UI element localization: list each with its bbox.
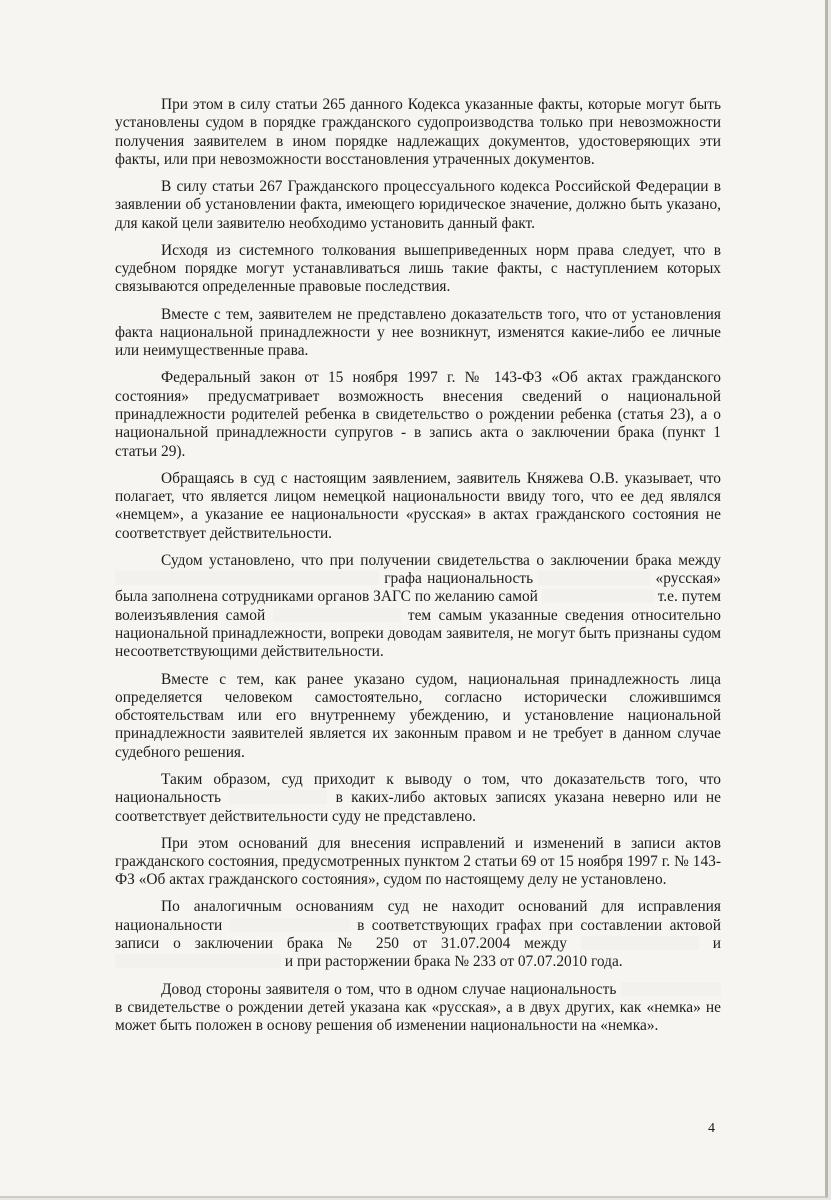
paragraph-5: Федеральный закон от 15 ноября 1997 г. № 143-ФЗ «Об актах гражданского состояния» предусматривает возможность внесения сведений о национальной принадлежности родителей ребенка в свидетельство о рождении ребенка (статья 23), а о национальной принадлежности супругов - в запись акта о заключении брака (пункт 1 статьи 29). xyxy=(115,369,721,460)
redacted-name xyxy=(229,790,327,804)
paragraph-7-part-e: тем самым указанные сведения относительно национальной принадлежности, вопреки доводам заявителя, не могут быть признаны судом несоответствующими действительности. xyxy=(115,606,721,661)
paragraph-11-part-c: и xyxy=(712,935,721,953)
redacted-name xyxy=(115,954,281,968)
paragraph-7-part-b: графа национальность xyxy=(384,570,534,588)
paragraph-9-part-a: Таким образом, суд приходит к выводу о том, что доказательств того, что национальность xyxy=(115,770,721,807)
paragraph-8: Вместе с тем, как ранее указано судом, национальная принадлежность лица определяется человеком самостоятельно, согласно исторически сложившимся обстоятельствам или его внутреннему убеждению, и установление национальной принадлежности заявителей является их законным правом и не требует в данном случае судебного решения. xyxy=(115,670,721,761)
paragraph-3: Исходя из системного толкования вышеприведенных норм права следует, что в судебном порядке могут устанавливаться лишь такие факты, с наступлением которых связываются определенные правовые последствия. xyxy=(115,241,721,296)
paragraph-10: При этом оснований для внесения исправлений и изменений в записи актов гражданского состояния, предусмотренных пунктом 2 статьи 69 от 15 ноября 1997 г. № 143-ФЗ «Об актах гражданского состояния», судом по настоящему делу не установлено. xyxy=(115,834,721,889)
paragraph-11 xyxy=(115,898,721,971)
paragraph-11-part-b: в соответствующих графах при составлении актовой записи о заключении брака № 250 от 31.07.2004 между xyxy=(115,916,721,953)
redacted-name xyxy=(581,936,699,950)
paragraph-4: Вместе с тем, заявителем не представлено доказательств того, что от установления факта национальной принадлежности у нее возникнут, изменятся какие-либо ее личные или неимущественные права. xyxy=(115,305,721,360)
paragraph-11-part-d: и при расторжении брака № 233 от 07.07.2010 года. xyxy=(284,953,623,971)
paragraph-7-part-a: Судом установлено, что при получении свидетельства о заключении брака между xyxy=(161,551,721,569)
paragraph-1: При этом в силу статьи 265 данного Кодекса указанные факты, которые могут быть установлены судом в порядке гражданского судопроизводства только при невозможности получения заявителем в ином порядке надлежащих документов, удостоверяющих эти факты, или при невозможности восстановления утраченных документов. xyxy=(115,96,721,168)
paragraph-12-part-b: в свидетельстве о рождении детей указана как «русская», а в двух других, как «немка» не может быть положен в основу решения об изменении национальности на «немка». xyxy=(115,998,721,1035)
redacted-name xyxy=(230,918,350,932)
redacted-name xyxy=(538,571,650,585)
paragraph-11-part-a: По аналогичным основаниям суд не находит оснований для исправления национальности xyxy=(115,898,721,934)
redacted-name xyxy=(542,589,654,603)
redacted-names xyxy=(115,571,379,585)
paragraph-7-part-c: «русская» была заполнена сотрудниками органов ЗАГС по желанию самой xyxy=(115,570,721,606)
paragraph-6: Обращаясь в суд с настоящим заявлением, заявитель Княжева О.В. указывает, что полагает, что является лицом немецкой национальности ввиду того, что ее дед являлся «немцем», а указание ее национальности «русская» в актах гражданского состояния не соответствует действительности. xyxy=(115,469,721,542)
paragraph-2: В силу статьи 267 Гражданского процессуального кодекса Российской Федерации в заявлении об установлении факта, имеющего юридическое значение, должно быть указано, для какой цели заявителю необходимо установить данный факт. xyxy=(115,178,721,232)
paragraph-9-part-b: в каких-либо актовых записях указана неверно или не соответствует действительности суду не представлено. xyxy=(115,789,722,825)
paragraph-7-part-d: т.е. путем волеизъявления самой xyxy=(115,588,721,624)
page-number: 4 xyxy=(708,1121,715,1136)
paragraph-12-part-a: Довод стороны заявителя о том, что в одном случае национальность xyxy=(161,980,617,998)
paragraph-12 xyxy=(115,981,721,1036)
redacted-name xyxy=(621,982,721,996)
paragraph-9 xyxy=(115,771,721,826)
redacted-name xyxy=(273,608,401,622)
paragraph-7 xyxy=(115,552,721,662)
document-body xyxy=(115,96,721,1044)
